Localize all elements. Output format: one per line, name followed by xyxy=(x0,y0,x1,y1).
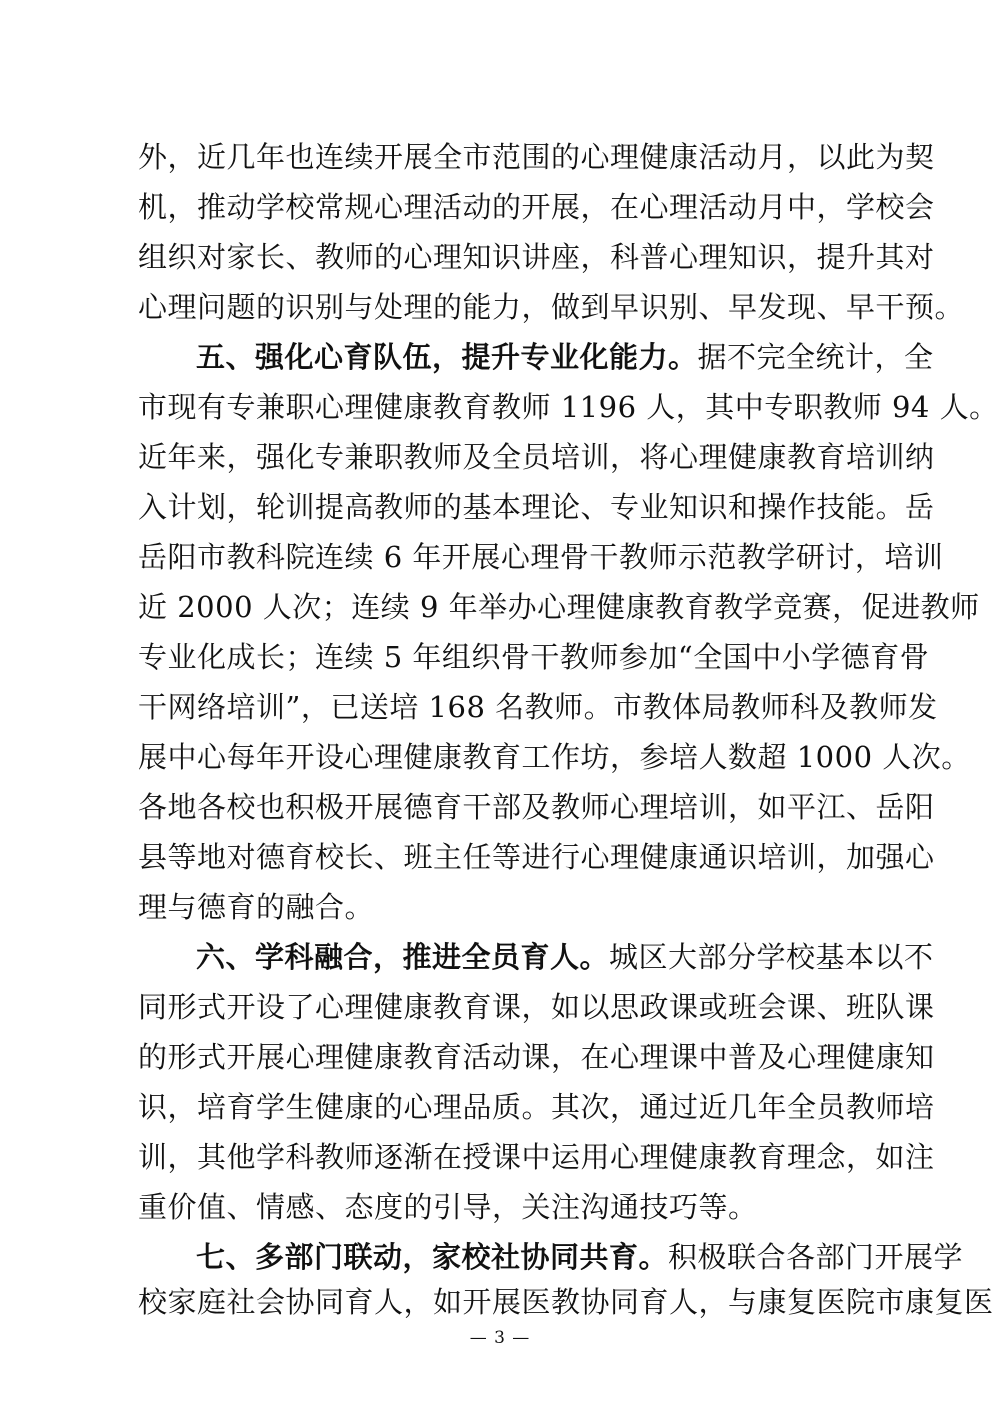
section-6-first-line xyxy=(196,937,934,977)
paragraph-line: 的形式开展心理健康教育活动课，在心理课中普及心理健康知 xyxy=(138,1040,935,1074)
paragraph-line: 入计划，轮训提高教师的基本理论、专业知识和操作技能。岳 xyxy=(138,490,935,524)
page-number: — 3 — xyxy=(469,1328,531,1348)
section-5-first-line xyxy=(196,337,934,377)
section-6-heading: 六、学科融合，推进全员育人。 xyxy=(196,940,610,974)
section-7-heading: 七、多部门联动，家校社协同共育。 xyxy=(196,1240,669,1274)
section-7-first-line xyxy=(196,1237,964,1277)
paragraph-line: 识，培育学生健康的心理品质。其次，通过近几年全员教师培 xyxy=(138,1090,935,1124)
paragraph-line: 县等地对德育校长、班主任等进行心理健康通识培训，加强心 xyxy=(138,840,935,874)
paragraph-line: 重价值、情感、态度的引导，关注沟通技巧等。 xyxy=(138,1190,758,1224)
paragraph-line: 理与德育的融合。 xyxy=(138,890,375,924)
section-6-text: 城区大部分学校基本以不 xyxy=(609,940,934,974)
section-7-text: 积极联合各部门开展学 xyxy=(668,1240,964,1274)
paragraph-line: 近 2000 人次；连续 9 年举办心理健康教育教学竞赛，促进教师 xyxy=(138,590,980,624)
paragraph-line: 校家庭社会协同育人，如开展医教协同育人，与康复医院市康复医 xyxy=(138,1285,994,1319)
paragraph-line: 机，推动学校常规心理活动的开展，在心理活动月中，学校会 xyxy=(138,190,935,224)
paragraph-line: 岳阳市教科院连续 6 年开展心理骨干教师示范教学研讨，培训 xyxy=(138,540,944,574)
paragraph-line: 市现有专兼职心理健康教育教师 1196 人，其中专职教师 94 人。 xyxy=(138,390,999,424)
paragraph-line: 同形式开设了心理健康教育课，如以思政课或班会课、班队课 xyxy=(138,990,935,1024)
paragraph-line: 展中心每年开设心理健康教育工作坊，参培人数超 1000 人次。 xyxy=(138,740,971,774)
paragraph-line: 训，其他学科教师逐渐在授课中运用心理健康教育理念，如注 xyxy=(138,1140,935,1174)
paragraph-line: 外，近几年也连续开展全市范围的心理健康活动月，以此为契 xyxy=(138,140,935,174)
section-5-heading: 五、强化心育队伍，提升专业化能力。 xyxy=(196,340,698,374)
paragraph-line: 各地各校也积极开展德育干部及教师心理培训，如平江、岳阳 xyxy=(138,790,935,824)
paragraph-line: 专业化成长；连续 5 年组织骨干教师参加“全国中小学德育骨 xyxy=(138,640,930,674)
section-5-text: 据不完全统计，全 xyxy=(697,340,934,374)
paragraph-line: 心理问题的识别与处理的能力，做到早识别、早发现、早干预。 xyxy=(138,290,965,324)
paragraph-line: 干网络培训”，已送培 168 名教师。市教体局教师科及教师发 xyxy=(138,690,938,724)
paragraph-line: 组织对家长、教师的心理知识讲座，科普心理知识，提升其对 xyxy=(138,240,935,274)
paragraph-line: 近年来，强化专兼职教师及全员培训，将心理健康教育培训纳 xyxy=(138,440,935,474)
